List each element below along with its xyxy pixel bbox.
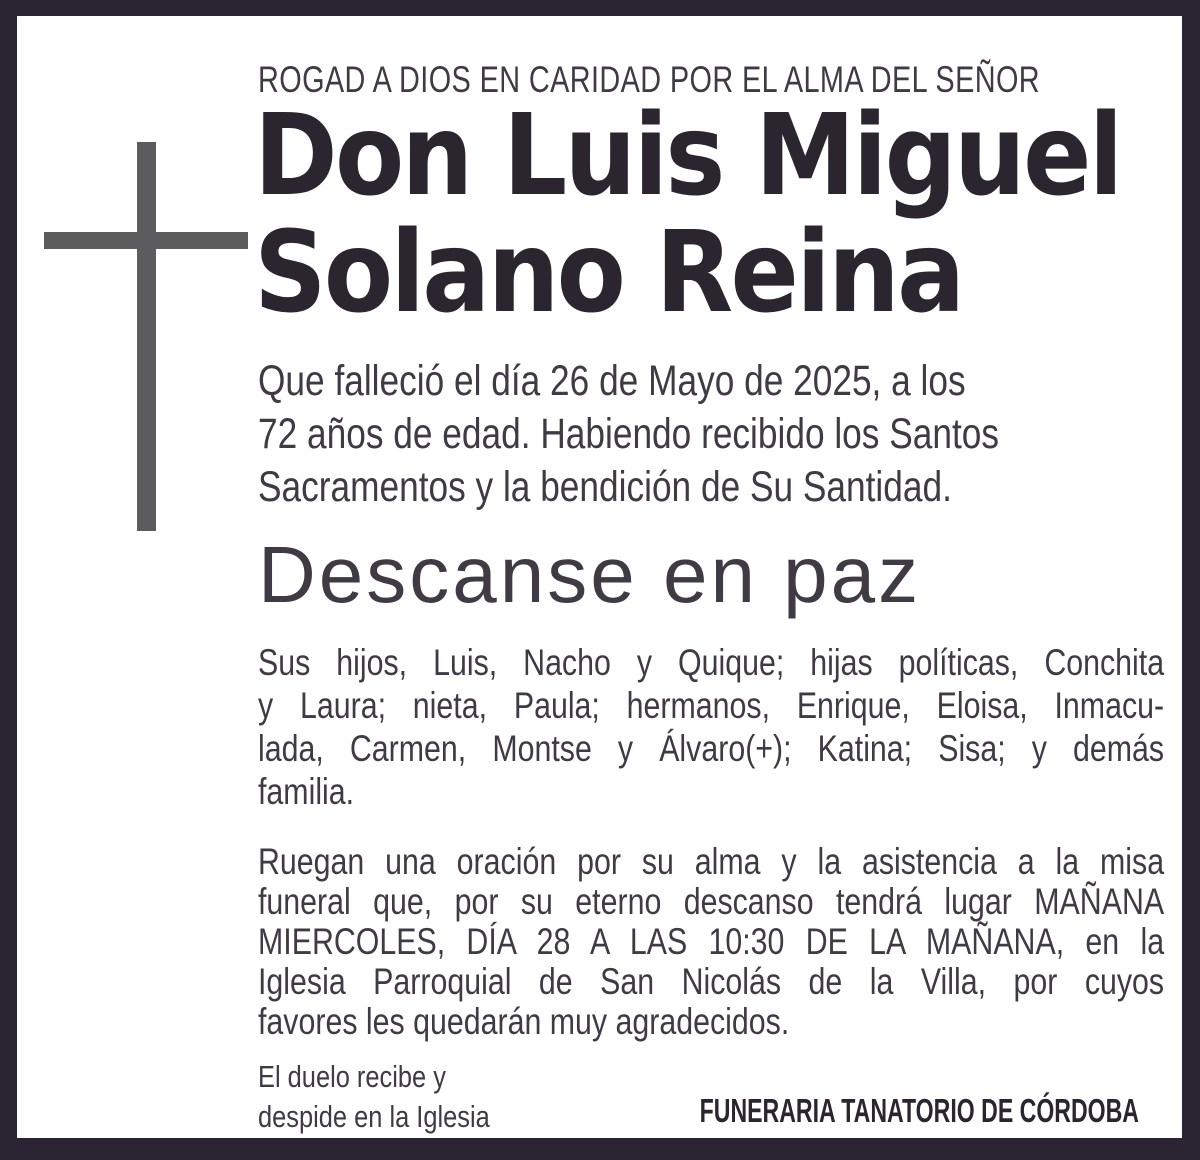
deceased-name bbox=[254, 91, 1121, 338]
text-line: Iglesia Parroquial de San Nicolás de la Villa, por cuyos bbox=[258, 961, 1165, 1002]
funeral-home-name: FUNERARIA TANATORIO DE CÓRDOBA bbox=[699, 1092, 1139, 1129]
text-line: Sus hijos, Luis, Nacho y Quique; hijas políticas, Conchita bbox=[258, 642, 1165, 683]
text-line: lada, Carmen, Montse y Álvaro(+); Katina; Sisa; y demás bbox=[258, 728, 1165, 769]
text-line: 72 años de edad. Habiendo recibido los Santos bbox=[258, 410, 999, 458]
text-line: Ruegan una oración por su alma y la asistencia a la misa bbox=[258, 841, 1165, 882]
family-paragraph bbox=[258, 641, 1164, 813]
cross-vertical-bar bbox=[137, 142, 156, 531]
text-line: favores les quedarán muy agradecidos. bbox=[258, 1001, 790, 1042]
death-details-paragraph bbox=[258, 355, 1164, 514]
text-line: Que falleció el día 26 de Mayo de 2025, a los bbox=[258, 357, 966, 405]
funeral-announcement-paragraph bbox=[258, 842, 1164, 1042]
cross-horizontal-bar bbox=[44, 232, 248, 249]
deceased-name-line1: Don Luis Miguel bbox=[254, 91, 1121, 221]
text-line: El duelo recibe y bbox=[258, 1059, 446, 1094]
text-line: funeral que, por su eterno descanso tendrá lugar MAÑANA bbox=[258, 881, 1165, 922]
text-line: y Laura; nieta, Paula; hermanos, Enrique, Eloisa, Inmacu- bbox=[258, 685, 1165, 726]
rest-in-peace-heading: Descanse en paz bbox=[258, 530, 922, 619]
text-line: despide en la Iglesia bbox=[258, 1099, 490, 1134]
text-line: MIERCOLES, DÍA 28 A LAS 10:30 DE LA MAÑANA, en la bbox=[258, 921, 1165, 962]
text-line: familia. bbox=[258, 771, 355, 812]
text-line: Sacramentos y la bendición de Su Santidad. bbox=[258, 463, 952, 511]
deceased-name-line2: Solano Reina bbox=[254, 208, 963, 338]
invocation-line: ROGAD A DIOS EN CARIDAD POR EL ALMA DEL SEÑOR bbox=[258, 59, 1041, 100]
